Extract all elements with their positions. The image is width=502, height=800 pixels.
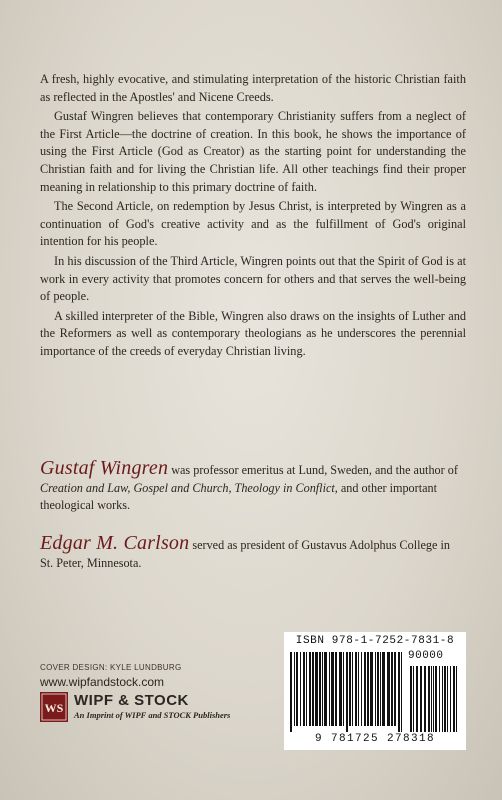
barcode-bar <box>324 652 327 726</box>
barcode-bar <box>382 652 385 726</box>
barcode-bar <box>450 666 451 732</box>
barcode-bar <box>331 652 334 726</box>
barcode-bar <box>309 652 311 726</box>
cover-design-credit: COVER DESIGN: KYLE LUNDBURG <box>40 663 182 672</box>
barcode-bar <box>442 666 443 732</box>
barcode-bar <box>290 652 292 732</box>
barcode <box>284 632 466 750</box>
barcode-bar <box>294 652 295 726</box>
blurb <box>40 71 466 363</box>
barcode-bar <box>322 652 323 726</box>
barcode-bar <box>453 666 455 732</box>
barcode-bar <box>343 652 344 726</box>
barcode-bars <box>290 652 460 732</box>
addon-digits: 90000 <box>408 650 444 662</box>
logo-text: WS <box>44 701 64 715</box>
barcode-bar <box>439 666 440 732</box>
blurb-paragraph: A skilled interpreter of the Bible, Wingren also draws on the insights of Luther and the Reformers as well as contemporary theologians as he underscores the perennial importance of the creeds of everyday Christian living. <box>40 308 466 358</box>
barcode-bar <box>413 666 414 732</box>
publisher-website[interactable]: www.wipfandstock.com <box>40 675 165 689</box>
barcode-bar <box>349 652 351 726</box>
barcode-bar <box>303 652 305 726</box>
barcode-bar <box>306 652 307 726</box>
barcode-bar <box>420 666 422 732</box>
author-name: Gustaf Wingren <box>40 457 169 479</box>
bio-text: and other important theological works. <box>40 480 437 513</box>
barcode-bar <box>380 652 381 726</box>
barcode-bar <box>401 652 402 732</box>
blurb-paragraph: A fresh, highly evocative, and stimulating interpretation of the historic Christian faith as reflected in the Apostles' and Nicene Creeds. <box>40 72 466 104</box>
blurb-paragraph: The Second Article, on redemption by Jesus Christ, is interpreted by Wingren as a continuation of God's creative activity and as the fulfillment of God's original intention for his people. <box>40 199 466 249</box>
blurb-paragraph: Gustaf Wingren believes that contemporary Christianity suffers from a neglect of the First Article—the doctrine of creation. In this book, he shows the importance of using the First Article (God as Creator) as the starting point for understanding the Christian faith and for living the Christian life. All other teachings find their proper meaning in relationship to this primary doctrine of faith. <box>40 109 466 194</box>
barcode-bar <box>391 652 393 726</box>
translator-name: Edgar M. Carlson <box>40 532 190 554</box>
barcode-bar <box>319 652 321 726</box>
bio-works: Creation and Law, Gospel and Church, Theology in Conflict, <box>40 480 338 495</box>
barcode-bar <box>410 666 412 732</box>
barcode-bar <box>398 652 400 732</box>
barcode-bar <box>428 666 430 732</box>
barcode-bar <box>375 652 376 726</box>
barcode-bar <box>447 666 448 732</box>
barcode-bar <box>329 652 330 726</box>
barcode-bar <box>312 652 314 726</box>
barcode-bar <box>358 652 359 726</box>
ean-digits: 9 781725 278318 <box>314 733 436 745</box>
barcode-bar <box>435 666 437 732</box>
barcode-bar <box>394 652 396 726</box>
barcode-bar <box>315 652 318 726</box>
barcode-bar <box>444 666 446 732</box>
barcode-bar <box>335 652 337 726</box>
barcode-bar <box>431 666 432 732</box>
publisher-imprint: An Imprint of WIPF and STOCK Publishers <box>74 710 231 720</box>
barcode-bar <box>346 652 348 732</box>
isbn-label: ISBN 978-1-7252-7831-8 <box>295 635 455 647</box>
barcode-bar <box>339 652 342 726</box>
publisher-logo-icon <box>40 692 68 722</box>
bio-text: served as president of Gustavus Adolphus College in St. Peter, Minnesota. <box>40 538 450 570</box>
barcode-bar <box>355 652 357 726</box>
barcode-bar <box>296 652 298 726</box>
barcode-bar <box>364 652 366 726</box>
bio-text: was professor emeritus at Lund, Sweden, and the author of <box>168 463 458 477</box>
blurb-paragraph: In his discussion of the Third Article, Wingren points out that the Spirit of God is at work in every activity that promotes concern for others and that serves the well-being of people. <box>40 253 466 304</box>
publisher-name: WIPF & STOCK <box>74 692 189 709</box>
barcode-bar <box>456 666 457 732</box>
barcode-bar <box>433 666 434 732</box>
barcode-bar <box>300 652 301 726</box>
barcode-bar <box>361 652 362 726</box>
translator-bio <box>40 532 466 572</box>
barcode-bar <box>367 652 369 726</box>
barcode-bar <box>387 652 390 726</box>
barcode-bar <box>424 666 426 732</box>
barcode-bar <box>377 652 379 726</box>
barcode-bar <box>370 652 373 726</box>
barcode-bar <box>416 666 418 732</box>
barcode-bar <box>352 652 353 726</box>
author-bio <box>40 457 466 515</box>
